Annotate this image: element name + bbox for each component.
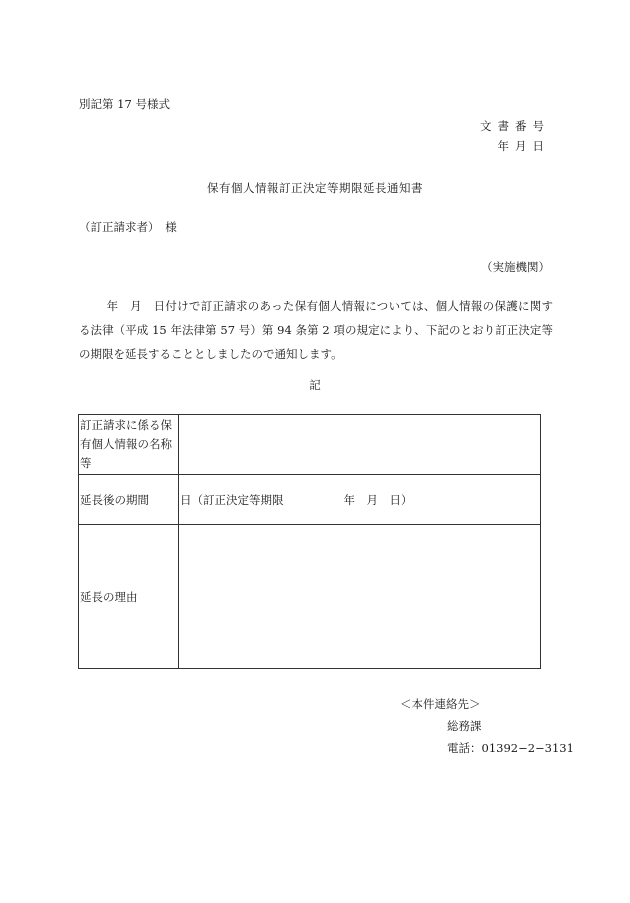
extended-period-prefix: 日（訂正決定等期限 (180, 492, 284, 507)
extension-reason-value (179, 525, 541, 669)
extension-reason-label: 延長の理由 (79, 525, 179, 669)
document-number-label: 文書番号 (480, 119, 550, 133)
contact-department: 総務課 (447, 719, 482, 733)
contact-header: ＜本件連絡先＞ (400, 697, 481, 711)
contact-phone: 電話：01392−2−3131 (447, 741, 574, 755)
document-date-label: 年月日 (497, 139, 550, 153)
table-row (79, 525, 541, 669)
table-row (79, 475, 541, 525)
extended-period-value (179, 475, 541, 525)
info-name-label: 訂正請求に係る保有個人情報の名称等 (79, 415, 179, 475)
table-row (79, 415, 541, 475)
info-name-value (179, 415, 541, 475)
form-number: 別記第 17 号様式 (79, 97, 170, 111)
document-title: 保有個人情報訂正決定等期限延長通知書 (207, 181, 423, 195)
ki-heading: 記 (309, 378, 321, 392)
addressee: （訂正請求者） 様 (79, 220, 177, 234)
extended-period-label: 延長後の期間 (79, 475, 179, 525)
implementing-agency: （実施機関） (481, 260, 550, 274)
notice-details-table (78, 414, 541, 669)
notice-body-text: 年 月 日付けで訂正請求のあった保有個人情報については、個人情報の保護に関する法律（平成 15 年法律第 57 号）第 94 条第 2 項の規定により、下記のとおり訂正決定等の期限を延長することとしましたので通知します。 (79, 299, 553, 361)
extended-period-date: 年 月 日） (343, 492, 413, 507)
